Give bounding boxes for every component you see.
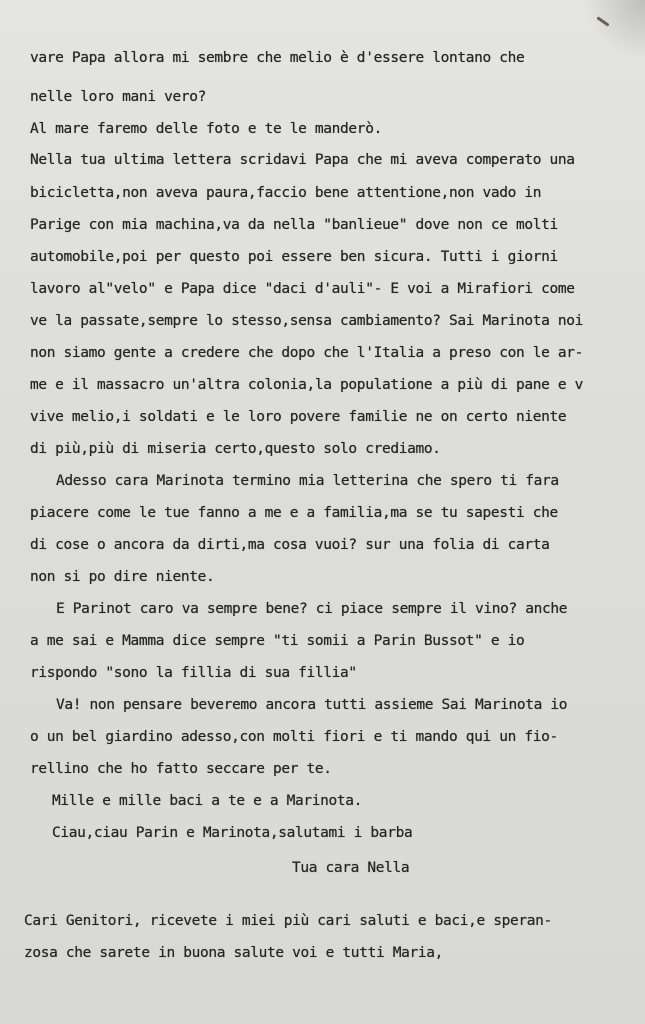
letter-line: Nella tua ultima lettera scridavi Papa che mi aveva comperato una bbox=[30, 152, 575, 168]
letter-line: non si po dire niente. bbox=[30, 569, 215, 585]
letter-line: me e il massacro un'altra colonia,la populatione a più di pane e v bbox=[30, 377, 584, 393]
letter-line: E Parinot caro va sempre bene? ci piace sempre il vino? anche bbox=[56, 601, 568, 617]
letter-line: vive melio,i soldati e le loro povere familie ne on certo niente bbox=[30, 409, 567, 425]
letter-line: Mille e mille baci a te e a Marinota. bbox=[52, 793, 363, 809]
letter-line: non siamo gente a credere che dopo che l'Italia a preso con le ar- bbox=[30, 345, 584, 361]
letter-line: nelle loro mani vero? bbox=[30, 89, 206, 105]
letter-line: rispondo "sono la fillia di sua fillia" bbox=[30, 665, 357, 681]
letter-line: piacere come le tue fanno a me e a familia,ma se tu sapesti che bbox=[30, 505, 558, 521]
letter-line: a me sai e Mamma dice sempre "ti somii a Parin Bussot" e io bbox=[30, 633, 525, 649]
letter-line: di cose o ancora da dirti,ma cosa vuoi? sur una folia di carta bbox=[30, 537, 550, 553]
letter-line: Adesso cara Marinota termino mia letterina che spero ti fara bbox=[56, 473, 559, 489]
letter-line: o un bel giardino adesso,con molti fiori e ti mando qui un fio- bbox=[30, 729, 558, 745]
letter-line: Al mare faremo delle foto e te le manderò. bbox=[30, 121, 382, 137]
letter-line: ve la passate,sempre lo stesso,sensa cambiamento? Sai Marinota noi bbox=[30, 313, 584, 329]
letter-line: di più,più di miseria certo,questo solo crediamo. bbox=[30, 441, 441, 457]
letter-line: zosa che sarete in buona salute voi e tutti Maria, bbox=[24, 945, 443, 961]
letter-line: rellino che ho fatto seccare per te. bbox=[30, 761, 332, 777]
letter-line: Ciau,ciau Parin e Marinota,salutami i barba bbox=[52, 825, 413, 841]
letter-line: Cari Genitori, ricevete i miei più cari saluti e baci,e speran- bbox=[24, 913, 552, 929]
letter-line: Va! non pensare beveremo ancora tutti assieme Sai Marinota io bbox=[56, 697, 568, 713]
letter-signature: Tua cara Nella bbox=[292, 860, 410, 876]
letter-line: lavoro al"velo" e Papa dice "daci d'auli"- E voi a Mirafiori come bbox=[30, 281, 575, 297]
letter-line: bicicletta,non aveva paura,faccio bene attentione,non vado in bbox=[30, 185, 542, 201]
letter-line: vare Papa allora mi sembre che melio è d'essere lontano che bbox=[30, 50, 525, 66]
letter-line: automobile,poi per questo poi essere ben sicura. Tutti i giorni bbox=[30, 249, 558, 265]
letter-line: Parige con mia machina,va da nella "banlieue" dove non ce molti bbox=[30, 217, 558, 233]
